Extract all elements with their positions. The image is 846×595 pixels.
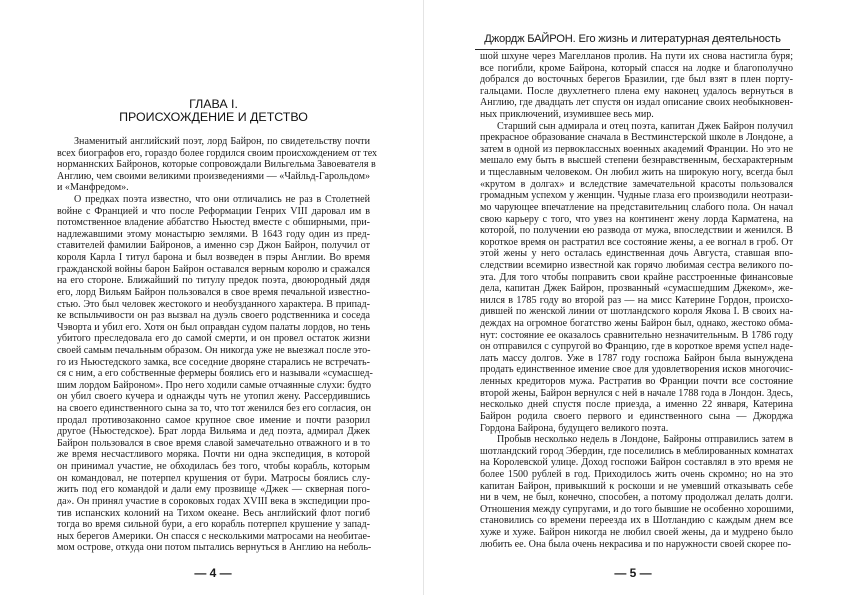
text-line: жить под его командой и дали ему прозвище «Джек — скверная пого- (57, 484, 370, 496)
text-line: убитого преследовала его до самой смерти, и он провел остаток жизни (57, 333, 370, 345)
text-line: Чэворта и убил его. Хотя он был оправдан судом палаты лордов, но тень (57, 321, 370, 333)
header-rule (475, 49, 790, 50)
text-line: нут: состояние ее оказалось сравнительно незначительным. В 1786 году (480, 329, 793, 341)
paragraph (480, 121, 793, 434)
text-line: ленных кредиторов мужа. Растратив во Франции почти все состояние (480, 376, 793, 388)
text-line: свою карьеру с того, что увез на континент жену лорда Карматена, на (480, 213, 793, 225)
left-page-body (57, 136, 378, 554)
paragraph (480, 434, 793, 550)
text-line: громадным успехом у женщин. Чудные глаза его производили неотрази- (480, 190, 793, 202)
text-line: ся с ним, а его собственные фермеры боялись его и называли «сумасшед- (57, 368, 373, 380)
text-line: следствии всемирно известной как горячо любимая сестра великого по- (480, 259, 793, 271)
text-line: нился в 1785 году во второй раз — на мисс Катерине Гордон, происхо- (480, 294, 793, 306)
text-line: ных берегов Америки. Он спасся с несколькими матросами на необитае- (57, 530, 371, 542)
text-line: дившей по женской линии от шотландского короля Якова I. В своих на- (480, 306, 793, 318)
text-line: шотландский город Эбердин, где поселились в меблированных комнатах (480, 445, 794, 457)
text-line: дела, капитан Джек Байрон, прозванный «сумасшедшим Джеком», же- (480, 283, 793, 295)
text-line: тогда во время сильной бури, а его корабль потерпел крушение у запад- (57, 519, 370, 531)
paragraph (480, 51, 793, 121)
running-header: Джордж БАЙРОН. Его жизнь и литературная деятельность (484, 33, 781, 45)
text-line: потомственное владение аббатство Ньюстед вместе с обширными, при- (57, 217, 370, 229)
text-line: О предках поэта известно, что они отличались не раз в Столетней (74, 194, 370, 206)
right-page (424, 0, 846, 595)
text-line: другое (Ньюстедское). Брат лорда Вильяма и дед поэта, адмирал Джек (57, 426, 370, 438)
text-line: мо чарующее впечатление на представительниц слабого пола. Он начал (480, 201, 793, 213)
text-line: он принимал участие, не обходилась без того, чтобы корабль, которым (57, 461, 370, 473)
text-line: Байрон пользовался в свое время славой замечательно отважного и в то (57, 437, 370, 449)
text-line: на своего единственного сына за то, что тот женился без его согласия, он (57, 403, 371, 415)
text-line: войне с Францией и что после Реформации Генрих VIII даровал им в (57, 205, 370, 217)
text-line: продать единственное имение свое для удовлетворения исков многочис- (480, 364, 793, 376)
right-page-body (480, 51, 793, 550)
paragraph (57, 194, 373, 554)
text-line: ных приключений, изумившее весь мир. (480, 109, 654, 121)
text-line: тив испанских колоний на Тихом океане. Весь английский флот погиб (57, 507, 370, 519)
text-line: норманнских Байронов, которые сопровождали Вильгельма Завоевателя в (57, 159, 376, 171)
text-line: ни в чем, не был, конечно, способен, а потому продолжал делать долги. (480, 492, 793, 504)
text-line: Пробыв несколько недель в Лондоне, Байроны отправились затем в (497, 434, 793, 446)
text-line: гальцами. После двухлетнего плена ему наконец удалось вернуться в (480, 85, 793, 97)
text-line: Англию, чем своими великими произведениями — «Чайльд-Гарольдом» (57, 170, 370, 182)
text-line: он командовал, не потерпел крушения от бури. Матросы боялись слу- (57, 472, 370, 484)
text-line: которой, по получении ею развода от мужа, впоследствии и женился. В (480, 225, 793, 237)
text-line: ке вспыльчивости он раз вызвал на дуэль своего родственника и соседа (57, 310, 370, 322)
text-line: мешало ему быть в высшей степени безнравственным, бесхарактерным (480, 155, 793, 167)
text-line: короля Карла I титул барона и был возведен в пэры Англии. Во время (57, 252, 370, 264)
text-line: и «Манфредом». (57, 182, 129, 194)
text-line: «крутом в долгах» и вследствие замечательной красоты пользовался (480, 178, 793, 190)
text-line: более 1500 рублей в год. Приходилось жить очень скромно; но на это (480, 468, 793, 480)
text-line: все погибли, кроме Байрона, который спасся на лодке и благополучно (480, 62, 793, 74)
text-line: короткое время он растратил все состояние жены, а ее вогнал в гроб. От (480, 236, 793, 248)
text-line: он убил своего кучера и однажды чуть не утопил жену. Рассердившись (57, 391, 370, 403)
text-line: Знаменитый английский поэт, лорд Байрон, по свидетельству почти (74, 136, 370, 147)
text-line: прекрасное образование сначала в Вестминстерской школе в Лондоне, а (480, 132, 793, 144)
chapter-number: ГЛАВА I. (189, 97, 238, 111)
page-number: — 4 — (194, 566, 232, 580)
text-line: и тщеславным человеком. Он любил жить на широкую ногу, всегда был (480, 167, 793, 179)
text-line: добрался до восточных берегов Бразилии, где был взят в плен порту- (480, 74, 793, 86)
text-line: Англию, где двадцать лет спустя он издал описание своих необыкновен- (480, 97, 793, 109)
text-line: шим лордом Байроном». Про него ходили самые отчаянные слухи: будто (57, 379, 371, 391)
text-line: мом острове, откуда они потом пытались вернуться в Англию на неболь- (57, 542, 372, 554)
text-line: своей самым печальным образом. Он никогда уже не выезжал после это- (57, 344, 371, 356)
text-line: стью. Это был человек жестокого и необузданного характера. В припад- (57, 298, 370, 310)
text-line: да». Он принял участие в сороковых годах XVIII века в экспедиции про- (57, 495, 370, 507)
text-line: надлежавшими этому монастырю землями. В 1643 году один из пред- (57, 228, 370, 240)
text-line: же время несчастливого моряка. Почти ни одна экспедиция, в которой (57, 449, 370, 461)
page-number: — 5 — (614, 566, 652, 580)
text-line: деждах на огромное богатство жены Байрон был, однако, жестоко обма- (480, 318, 793, 330)
text-line: Гордона Байрона, будущего великого поэта. (480, 422, 669, 434)
text-line: второй жены, Байрон вернулся с ней в начале 1788 года в Лондон. Здесь, (480, 387, 794, 399)
text-line: го из Ньюстедского замка, все соседние дворяне старались не встречать- (57, 356, 370, 368)
text-line: Отношения между супругами, и до того бывшие не особенно хорошими, (480, 503, 794, 515)
text-line: на его стороне. Ближайший по титулу предок поэта, двоюродный дядя (57, 275, 370, 287)
text-line: любить ее. Она была очень некрасива и по наружности своей скорее по- (480, 538, 792, 550)
text-line: ставителей фамилии Байронов, а именно сэр Джон Байрон, получил от (57, 240, 370, 252)
chapter-heading (57, 98, 370, 123)
text-line: хуже и хуже. Байрон никогда не любил своей жены, да и мудрено было (480, 526, 793, 538)
text-line: продал противозаконно самое крупное свое имение и почти разорил (57, 414, 370, 426)
text-line: Байрон родила своего первого и единственного сына — Джорджа (480, 410, 793, 422)
text-line: всех биографов его, гораздо более гордился своим происхождением от тех (57, 147, 378, 159)
text-line: его, лорд Вильям Байрон пользовался в свое время печальной известно- (57, 286, 370, 298)
chapter-title: ПРОИСХОЖДЕНИЕ И ДЕТСТВО (119, 109, 308, 124)
paragraph (57, 136, 378, 194)
text-line: лать массу долгов. Уже в 1787 году госпожа Байрон была вынуждена (480, 352, 793, 364)
text-line: он отправился с супругой во Францию, где в короткое время успел наде- (480, 341, 793, 353)
text-line: капитан Байрон, привыкший к роскоши и не умевший отказывать себе (480, 480, 793, 492)
text-line: этой жены у него осталась единственная дочь Августа, ставшая впо- (480, 248, 793, 260)
text-line: эта. Для того чтобы поправить свои крайне расстроенные финансовые (480, 271, 793, 283)
text-line: шой шхуне через Магелланов пролив. На пути их снова настигла буря; (480, 51, 793, 62)
text-line: затем в одной из первоклассных военных академий Франции. Но это не (480, 143, 793, 155)
text-line: Старший сын адмирала и отец поэта, капитан Джек Байрон получил (497, 120, 793, 132)
text-line: становились со времени переезда их в Шотландию с каждым днем все (480, 515, 793, 527)
text-line: на Королевской улице. Доход госпожи Байрон составлял в это время не (480, 457, 793, 469)
text-line: несколько дней спустя после приезда, а именно 22 января, Катерина (480, 399, 793, 411)
text-line: гражданской войны барон Байрон оставался верным королю и сражался (57, 263, 370, 275)
